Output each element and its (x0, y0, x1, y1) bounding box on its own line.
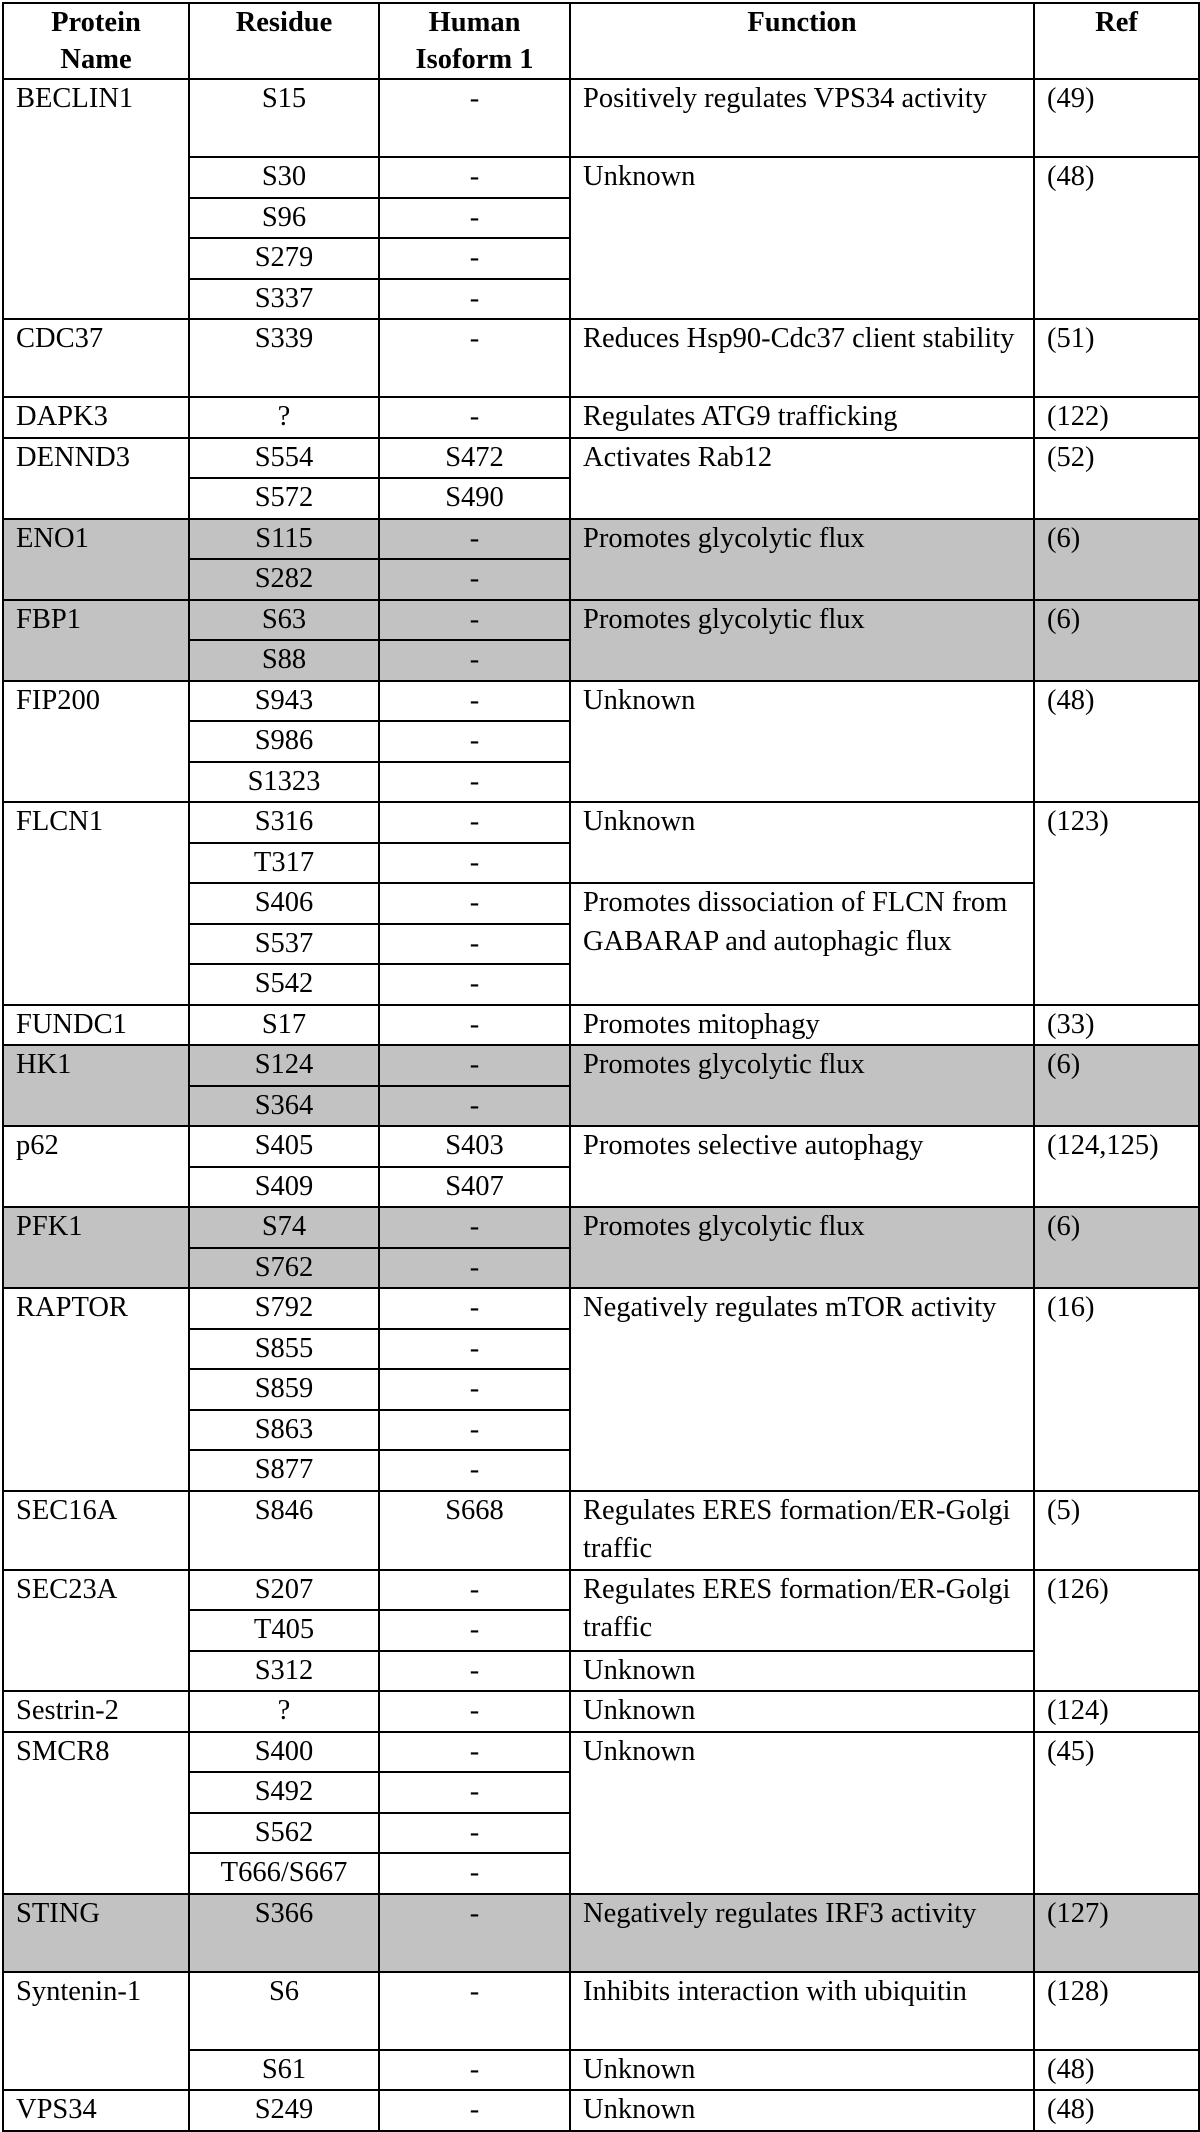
isoform-cell: - (379, 1450, 570, 1491)
residue-cell: S863 (189, 1410, 379, 1451)
ref-cell: (49) (1034, 79, 1199, 157)
residue-cell: S554 (189, 438, 379, 479)
table-row (3, 1972, 1199, 2050)
residue-cell: S282 (189, 559, 379, 600)
isoform-cell: - (379, 319, 570, 397)
isoform-cell: - (379, 721, 570, 762)
isoform-cell: - (379, 279, 570, 320)
function-cell: Activates Rab12 (570, 438, 1034, 519)
function-cell: Positively regulates VPS34 activity (570, 79, 1034, 157)
isoform-cell: - (379, 1691, 570, 1732)
residue-cell: S492 (189, 1772, 379, 1813)
residue-cell: S17 (189, 1005, 379, 1046)
function-cell: Negatively regulates IRF3 activity (570, 1894, 1034, 1972)
ref-cell: (6) (1034, 600, 1199, 681)
table-row (3, 1732, 1199, 1773)
isoform-cell: - (379, 397, 570, 438)
residue-cell: S537 (189, 924, 379, 965)
residue-cell: S877 (189, 1450, 379, 1491)
ref-cell: (122) (1034, 397, 1199, 438)
ref-cell: (126) (1034, 1570, 1199, 1692)
residue-cell: ? (189, 1691, 379, 1732)
isoform-cell: - (379, 681, 570, 722)
isoform-cell: - (379, 238, 570, 279)
ref-cell: (48) (1034, 157, 1199, 319)
isoform-cell: - (379, 2090, 570, 2131)
isoform-cell: S490 (379, 478, 570, 519)
residue-cell: S792 (189, 1288, 379, 1329)
table-row (3, 1207, 1199, 1248)
isoform-cell: - (379, 1732, 570, 1773)
table-row (3, 1491, 1199, 1570)
ref-cell: (127) (1034, 1894, 1199, 1972)
table-row (3, 802, 1199, 843)
ref-cell: (33) (1034, 1005, 1199, 1046)
isoform-cell: - (379, 600, 570, 641)
function-cell: Reduces Hsp90-Cdc37 client stability (570, 319, 1034, 397)
function-cell: Unknown (570, 157, 1034, 319)
protein-name-cell: FBP1 (3, 600, 189, 681)
protein-name-cell: STING (3, 1894, 189, 1972)
function-cell: Promotes glycolytic flux (570, 600, 1034, 681)
residue-cell: T317 (189, 843, 379, 884)
function-cell: Promotes mitophagy (570, 1005, 1034, 1046)
isoform-cell: - (379, 1410, 570, 1451)
table-row (3, 1005, 1199, 1046)
isoform-cell: - (379, 843, 570, 884)
ref-cell: (6) (1034, 519, 1199, 600)
residue-cell: S88 (189, 640, 379, 681)
residue-cell: T666/S667 (189, 1853, 379, 1894)
isoform-cell: - (379, 79, 570, 157)
isoform-cell: - (379, 2050, 570, 2091)
residue-cell: S986 (189, 721, 379, 762)
ref-cell: (128) (1034, 1972, 1199, 2050)
residue-cell: S364 (189, 1086, 379, 1127)
isoform-cell: - (379, 1086, 570, 1127)
isoform-cell: - (379, 1651, 570, 1692)
table-row (3, 79, 1199, 157)
function-cell: Unknown (570, 681, 1034, 803)
function-cell: Promotes glycolytic flux (570, 1045, 1034, 1126)
residue-cell: S61 (189, 2050, 379, 2091)
residue-cell: S366 (189, 1894, 379, 1972)
residue-cell: S312 (189, 1651, 379, 1692)
residue-cell: S63 (189, 600, 379, 641)
table-row (3, 438, 1199, 479)
residue-cell: S562 (189, 1813, 379, 1854)
function-cell: Promotes selective autophagy (570, 1126, 1034, 1207)
isoform-cell: - (379, 198, 570, 239)
residue-cell: S1323 (189, 762, 379, 803)
function-cell: Unknown (570, 1691, 1034, 1732)
isoform-cell: S403 (379, 1126, 570, 1167)
residue-cell: T405 (189, 1610, 379, 1651)
residue-cell: S572 (189, 478, 379, 519)
residue-cell: S316 (189, 802, 379, 843)
header-ref: Ref (1034, 3, 1199, 79)
table-row (3, 319, 1199, 397)
isoform-cell: - (379, 1610, 570, 1651)
table-row (3, 1691, 1199, 1732)
function-cell: Unknown (570, 2090, 1034, 2131)
ref-cell: (52) (1034, 438, 1199, 519)
isoform-cell: - (379, 1972, 570, 2050)
residue-cell: S15 (189, 79, 379, 157)
isoform-cell: - (379, 1369, 570, 1410)
function-cell: Promotes glycolytic flux (570, 1207, 1034, 1288)
header-protein-name: Protein Name (3, 3, 189, 79)
isoform-cell: - (379, 1005, 570, 1046)
table-row (3, 681, 1199, 722)
function-cell: Negatively regulates mTOR activity (570, 1288, 1034, 1491)
isoform-cell: - (379, 1329, 570, 1370)
ref-cell: (123) (1034, 802, 1199, 1005)
protein-name-cell: RAPTOR (3, 1288, 189, 1491)
isoform-cell: S407 (379, 1167, 570, 1208)
header-residue: Residue (189, 3, 379, 79)
header-human-isoform: Human Isoform 1 (379, 3, 570, 79)
protein-name-cell: Sestrin-2 (3, 1691, 189, 1732)
isoform-cell: - (379, 640, 570, 681)
residue-cell: S30 (189, 157, 379, 198)
isoform-cell: - (379, 924, 570, 965)
ref-cell: (5) (1034, 1491, 1199, 1570)
isoform-cell: - (379, 1045, 570, 1086)
protein-name-cell: DAPK3 (3, 397, 189, 438)
isoform-cell: - (379, 1570, 570, 1611)
protein-name-cell: SEC16A (3, 1491, 189, 1570)
table-row (3, 600, 1199, 641)
isoform-cell: - (379, 1248, 570, 1289)
residue-cell: S400 (189, 1732, 379, 1773)
isoform-cell: - (379, 762, 570, 803)
protein-name-cell: FIP200 (3, 681, 189, 803)
ref-cell: (124) (1034, 1691, 1199, 1732)
ref-cell: (124,125) (1034, 1126, 1199, 1207)
protein-name-cell: SEC23A (3, 1570, 189, 1692)
isoform-cell: - (379, 1207, 570, 1248)
protein-name-cell: DENND3 (3, 438, 189, 519)
protein-name-cell: HK1 (3, 1045, 189, 1126)
residue-cell: S207 (189, 1570, 379, 1611)
residue-cell: S542 (189, 964, 379, 1005)
function-cell: Regulates ERES formation/ER-Golgi traffic (570, 1491, 1034, 1570)
residue-cell: S846 (189, 1491, 379, 1570)
isoform-cell: S668 (379, 1491, 570, 1570)
ref-cell: (16) (1034, 1288, 1199, 1491)
protein-name-cell: PFK1 (3, 1207, 189, 1288)
isoform-cell: - (379, 964, 570, 1005)
function-cell: Promotes dissociation of FLCN from GABARAP and autophagic flux (570, 883, 1034, 1005)
isoform-cell: - (379, 1813, 570, 1854)
function-cell: Inhibits interaction with ubiquitin (570, 1972, 1034, 2050)
header-row (3, 3, 1199, 79)
isoform-cell: - (379, 1772, 570, 1813)
protein-name-cell: SMCR8 (3, 1732, 189, 1894)
table-row (3, 1894, 1199, 1972)
protein-name-cell: ENO1 (3, 519, 189, 600)
residue-cell: S6 (189, 1972, 379, 2050)
table-row (3, 519, 1199, 560)
function-cell: Regulates ERES formation/ER-Golgi traffic (570, 1570, 1034, 1651)
isoform-cell: - (379, 519, 570, 560)
ref-cell: (6) (1034, 1207, 1199, 1288)
residue-cell: S96 (189, 198, 379, 239)
residue-cell: S115 (189, 519, 379, 560)
header-function: Function (570, 3, 1034, 79)
isoform-cell: - (379, 883, 570, 924)
protein-name-cell: FUNDC1 (3, 1005, 189, 1046)
residue-cell: S337 (189, 279, 379, 320)
ref-cell: (6) (1034, 1045, 1199, 1126)
protein-name-cell: CDC37 (3, 319, 189, 397)
function-cell: Regulates ATG9 trafficking (570, 397, 1034, 438)
isoform-cell: - (379, 1894, 570, 1972)
residue-cell: S249 (189, 2090, 379, 2131)
function-cell: Unknown (570, 1732, 1034, 1894)
phosphosite-table (2, 2, 1200, 2132)
function-cell: Unknown (570, 802, 1034, 883)
function-cell: Unknown (570, 1651, 1034, 1692)
residue-cell: S339 (189, 319, 379, 397)
table-row (3, 1288, 1199, 1329)
residue-cell: S762 (189, 1248, 379, 1289)
isoform-cell: - (379, 1853, 570, 1894)
isoform-cell: - (379, 802, 570, 843)
residue-cell: S74 (189, 1207, 379, 1248)
table-row (3, 2090, 1199, 2131)
residue-cell: S859 (189, 1369, 379, 1410)
isoform-cell: - (379, 1288, 570, 1329)
function-cell: Promotes glycolytic flux (570, 519, 1034, 600)
function-cell: Unknown (570, 2050, 1034, 2091)
ref-cell: (48) (1034, 2090, 1199, 2131)
protein-name-cell: VPS34 (3, 2090, 189, 2131)
residue-cell: S405 (189, 1126, 379, 1167)
residue-cell: ? (189, 397, 379, 438)
table-row (3, 1045, 1199, 1086)
residue-cell: S124 (189, 1045, 379, 1086)
protein-name-cell: p62 (3, 1126, 189, 1207)
protein-name-cell: Syntenin-1 (3, 1972, 189, 2091)
table-row (3, 1570, 1199, 1611)
isoform-cell: - (379, 157, 570, 198)
isoform-cell: - (379, 559, 570, 600)
table-row (3, 397, 1199, 438)
protein-name-cell: FLCN1 (3, 802, 189, 1005)
residue-cell: S406 (189, 883, 379, 924)
table-row (3, 1126, 1199, 1167)
ref-cell: (48) (1034, 2050, 1199, 2091)
residue-cell: S855 (189, 1329, 379, 1370)
protein-name-cell: BECLIN1 (3, 79, 189, 319)
residue-cell: S409 (189, 1167, 379, 1208)
ref-cell: (51) (1034, 319, 1199, 397)
ref-cell: (48) (1034, 681, 1199, 803)
residue-cell: S279 (189, 238, 379, 279)
ref-cell: (45) (1034, 1732, 1199, 1894)
residue-cell: S943 (189, 681, 379, 722)
isoform-cell: S472 (379, 438, 570, 479)
